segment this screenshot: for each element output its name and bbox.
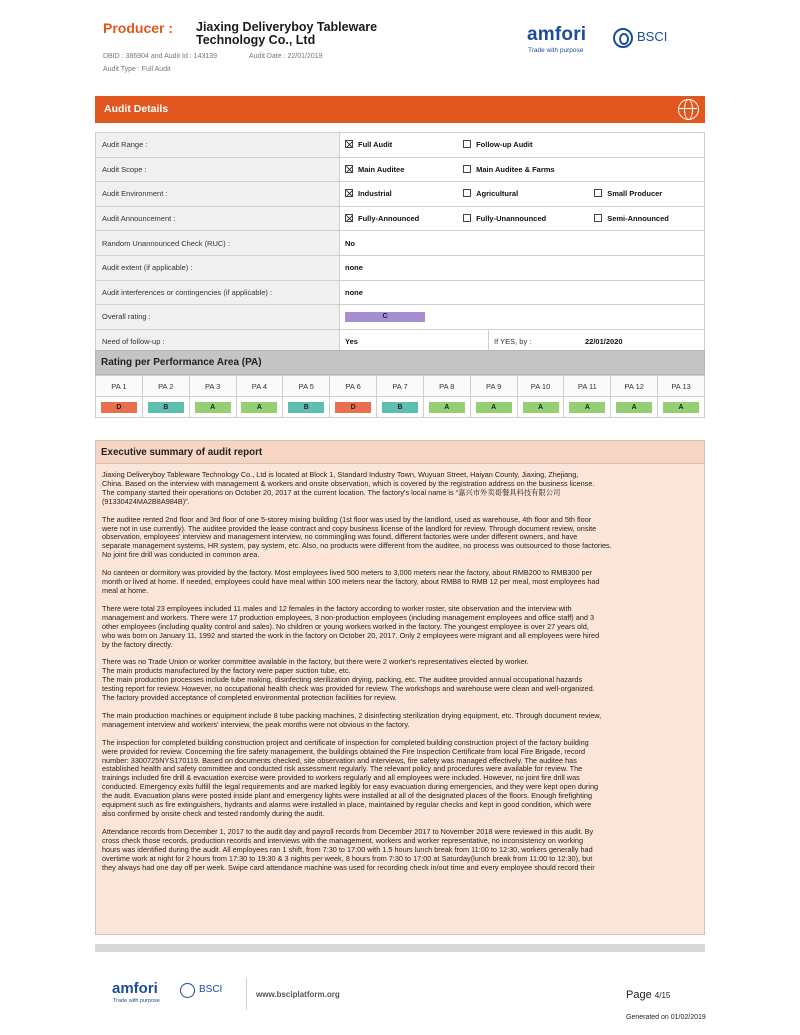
pa-label-cell: PA 3 (189, 376, 236, 397)
pa-grade-badge: A (195, 402, 231, 413)
audit-interferences-value: none (340, 280, 705, 305)
pa-label-cell: PA 7 (377, 376, 424, 397)
audit-scope-options (340, 157, 705, 182)
option-agricultural[interactable] (463, 189, 576, 198)
amfori-mark-icon (613, 28, 633, 48)
pa-labels-row (96, 376, 705, 397)
summary-paragraph: The auditee rented 2nd floor and 3rd floor of one 5-storey mixing building (1st floor was used by the landlord, used as warehouse, 4th floor and 5th floor were not in use currently). The auditee provided the lease contract and copy business license of the landlord for review. Through document review, onsite observation, employees' interview and management interview, no commingling was found, different factories were under different owners, and have separate management systems, HR system, pay system, etc. Also, no products were different from the auditee, no process was outsourced to those factories. No joint fire drill was conducted in common area. (102, 514, 612, 560)
option-label: Full Audit (358, 140, 393, 150)
audit-interferences-label: Audit interferences or contingencies (if applicable) : (96, 280, 340, 305)
table-row (96, 305, 705, 330)
page-number (626, 989, 670, 1001)
summary-paragraph: There were total 23 employees included 11 males and 12 females in the factory according to worker roster, site observation and the interview with management and workers. There were 17 production employees, 3 non-production employees (including management employees and office staff) and 3 other employees (including quality control and sales). No children or young workers worked in the factory. The youngest employee is over 27 years old, who was born on January 11, 1992 and started the work in the factory on October 20, 2017. Only 2 employees were migrant and all employees were hired by the factory directly. (102, 603, 600, 649)
ruc-label: Random Unannounced Check (RUC) : (96, 231, 340, 256)
checkbox-checked-icon (345, 189, 353, 197)
executive-summary-header (96, 441, 704, 464)
option-label: Fully-Unannounced (476, 214, 547, 224)
audit-type: Audit Type : Full Audit (103, 66, 171, 73)
option-main-auditee[interactable] (345, 165, 445, 174)
option-label: Fully-Announced (358, 214, 420, 224)
follow-up-by-label: If YES, by : (488, 330, 583, 354)
pa-label-cell: PA 13 (658, 376, 705, 397)
table-row (96, 280, 705, 305)
pa-label-cell: PA 8 (423, 376, 470, 397)
footer-separator (246, 978, 247, 1010)
table-row (96, 133, 705, 158)
logo-program: BSCI (637, 29, 668, 44)
pa-grade-cell (96, 397, 143, 418)
checkbox-empty-icon (594, 189, 602, 197)
pa-grade-cell (189, 397, 236, 418)
footer-url[interactable]: www.bsciplatform.org (256, 990, 340, 999)
option-main-auditee-farms[interactable] (463, 165, 555, 174)
pa-grade-badge: A (429, 402, 465, 413)
pa-label-cell: PA 6 (330, 376, 377, 397)
audit-announcement-options (340, 206, 705, 231)
option-full-audit[interactable] (345, 140, 445, 149)
pa-grade-cell (236, 397, 283, 418)
footer-logo-program: BSCI (199, 984, 223, 995)
pa-grade-cell (142, 397, 189, 418)
pa-grade-cell (517, 397, 564, 418)
pa-label-cell: PA 9 (470, 376, 517, 397)
producer-label: Producer : (103, 20, 174, 36)
follow-up-label: Need of follow-up : (96, 329, 340, 354)
logo-brand: amfori (527, 24, 587, 45)
globe-icon (678, 99, 699, 120)
audit-scope-label: Audit Scope : (96, 157, 340, 182)
pa-label-cell: PA 12 (611, 376, 658, 397)
option-label: Main Auditee (358, 164, 405, 174)
summary-paragraph: Attendance records from December 1, 2017 to the audit day and payroll records from December 2017 to November 2018 were reviewed in this audit. By cross check those records, production records and interviews with the management, workers and worker representative, no inconsistency on working hours was identified during the audit. All employees ran 1 shift, from 7:30 to 17:00 with 1.5 hours lunch break from 11:00 to 12:30, workers generally had overtime work at night for 2 hours from 17:30 to 19:30 & 3 nights per week, 8 hours from 7:30 to 17:00 at Saturday(lunch break from 11:00 to 12:30), but they always had one day off per week. Swipe card attendance machine was used for recording check in/out time and every employee should record their (102, 826, 595, 872)
generated-on: Generated on 01/02/2019 (626, 1014, 706, 1021)
pa-label-cell: PA 1 (96, 376, 143, 397)
pa-grades-row (96, 397, 705, 418)
pa-title: Rating per Performance Area (PA) (101, 357, 262, 368)
overall-rating-label: Overall rating : (96, 305, 340, 330)
checkbox-checked-icon (345, 165, 353, 173)
audit-range-label: Audit Range : (96, 133, 340, 158)
summary-paragraph: No canteen or dormitory was provided by the factory. Most employees lived 500 meters to 3,000 meters near the factory, about RMB200 to RMB300 per month or lived at home. If needed, employees could have meal within 100 meters near the factory, about RMB8 to RMB 12 per meal, most employees had meal at home. (102, 568, 600, 595)
summary-paragraph: The inspection for completed building construction project and certificate of inspection for completed building construction project of the factory building were provided for review. Concerning the fire safety management, the buildings obtained the Fire Inspection Certificate from local Fire Brigade, record number: 3300725NYS170119. Based on documents checked, site observation and interviews, fire safety was managed effectively. The auditee has established health and safety committee and conducted risk assessment regularly. The relevant policy and procedures were available for review. The trainings included fire drill & evacuation exercise were provided to workers regularly and all employees were included. However, no joint fire drill was conducted. Emergency exits fulfill the legal requirements and are marked legibly for easy evacuation during emergencies, and they were kept open during the audit. Evacuation plans were posted inside plant and emergency lights were installed at all of the designated places of the floors. Enough firefighting equipment such as fire extinguishers, hydrants and alarms were installed in place, maintained by regular checks and kept in good condition, which were also confirmed by onsite check and tested randomly during the audit. (102, 737, 599, 818)
summary-paragraph: The main production machines or equipment include 8 tube packing machines, 2 disinfecting sterilization drying equipment, etc. Through document review, management interview and workers' interview, the peak months were not obvious in the factory. (102, 710, 602, 729)
pa-grade-badge: B (288, 402, 324, 413)
table-row (96, 255, 705, 280)
ruc-value: No (340, 231, 705, 256)
amfori-logo (527, 24, 677, 64)
option-fully-unannounced[interactable] (463, 214, 576, 223)
table-row (96, 157, 705, 182)
audit-details-bar (95, 96, 705, 123)
footer-logo-tagline: Trade with purpose (113, 998, 160, 1004)
executive-summary (95, 440, 705, 935)
audit-environment-label: Audit Environment : (96, 182, 340, 207)
table-row (96, 182, 705, 207)
pa-grade-cell (283, 397, 330, 418)
pa-grade-badge: D (101, 402, 137, 413)
page-count: 4/15 (654, 991, 671, 1000)
option-label: Main Auditee & Farms (476, 164, 555, 174)
pa-grade-badge: D (335, 402, 371, 413)
pa-grade-badge: A (616, 402, 652, 413)
table-row (96, 231, 705, 256)
follow-up-date: 22/01/2020 (585, 337, 623, 347)
pa-grade-badge: A (241, 402, 277, 413)
checkbox-empty-icon (463, 189, 471, 197)
option-industrial[interactable] (345, 189, 445, 198)
pa-grade-cell (377, 397, 424, 418)
pa-grade-badge: A (476, 402, 512, 413)
audit-environment-options (340, 182, 705, 207)
pa-grade-cell (330, 397, 377, 418)
option-semi-announced[interactable] (594, 214, 669, 223)
audit-date: Audit Date : 22/01/2019 (248, 53, 323, 60)
pa-grade-cell (470, 397, 517, 418)
pa-grade-badge: B (382, 402, 418, 413)
overall-rating-badge: C (345, 312, 425, 322)
audit-extent-label: Audit extent (if applicable) : (96, 255, 340, 280)
footer-divider (95, 944, 705, 952)
audit-details-table (95, 132, 705, 355)
summary-paragraph: There was no Trade Union or worker committee available in the factory, but there were 2 worker's representatives elected by worker. The main products manufactured by the factory were paper suction tube, etc. The main production processes include tube making, disinfecting sterilization drying, packing, etc. The auditee provided annual occupational hazards testing report for review. However, no occupational health check was provided for review. The workshops and warehouse were clean and well-organized. The factory provided acceptance of completed environmental protection facilities for review. (102, 657, 595, 703)
executive-summary-body (96, 464, 704, 872)
pa-label-cell: PA 10 (517, 376, 564, 397)
summary-paragraph: Jiaxing Deliveryboy Tableware Technology Co., Ltd is located at Block 1, Standard Industry Town, Wuyuan Street, Haiyan County, Jiaxing, Zhejiang, China. Based on the interview with management & workers and onsite observation, which is covered by the registration address on the business license. The company started their operations on October 20, 2017 at the current location. The factory's local name is “嘉兴市外卖哥餐具科技有限公司 (91330424MA2B8A984B)”. (102, 470, 595, 506)
checkbox-empty-icon (463, 214, 471, 222)
amfori-mark-icon (180, 983, 195, 998)
audit-extent-value: none (340, 255, 705, 280)
logo-tagline: Trade with purpose (528, 47, 584, 54)
checkbox-empty-icon (594, 214, 602, 222)
checkbox-checked-icon (345, 214, 353, 222)
pa-grade-badge: A (523, 402, 559, 413)
option-label: Semi-Announced (607, 214, 669, 224)
pa-grade-cell (564, 397, 611, 418)
option-label: Follow-up Audit (476, 140, 533, 150)
pa-grade-badge: A (663, 402, 699, 413)
pa-grade-badge: B (148, 402, 184, 413)
pa-grade-cell (611, 397, 658, 418)
pa-grade-badge: A (569, 402, 605, 413)
option-fully-announced[interactable] (345, 214, 445, 223)
pa-grid (95, 375, 705, 418)
pa-header (95, 350, 705, 375)
overall-rating-cell (340, 305, 705, 330)
checkbox-empty-icon (463, 165, 471, 173)
page-word: Page (626, 989, 652, 1001)
option-small-producer[interactable] (594, 189, 662, 198)
checkbox-empty-icon (463, 140, 471, 148)
option-label: Industrial (358, 189, 392, 199)
footer-logo-brand: amfori (112, 980, 158, 997)
pa-label-cell: PA 11 (564, 376, 611, 397)
option-follow-up-audit[interactable] (463, 140, 532, 149)
table-row (96, 206, 705, 231)
pa-label-cell: PA 5 (283, 376, 330, 397)
checkbox-checked-icon (345, 140, 353, 148)
pa-grade-cell (658, 397, 705, 418)
audit-ids (103, 53, 323, 60)
option-label: Agricultural (476, 189, 519, 199)
audit-range-options (340, 133, 705, 158)
pa-grade-cell (423, 397, 470, 418)
producer-name: Jiaxing Deliveryboy Tableware Technology Co., Ltd (196, 20, 378, 47)
executive-summary-title: Executive summary of audit report (101, 447, 263, 458)
audit-announcement-label: Audit Announcement : (96, 206, 340, 231)
option-label: Small Producer (607, 189, 663, 199)
footer-amfori-logo (112, 980, 222, 1010)
pa-label-cell: PA 4 (236, 376, 283, 397)
pa-label-cell: PA 2 (142, 376, 189, 397)
dbid-line: DBID : 386904 and Audit Id : 143139 (103, 53, 218, 60)
audit-details-title: Audit Details (104, 103, 169, 115)
follow-up-value: Yes (345, 337, 358, 347)
